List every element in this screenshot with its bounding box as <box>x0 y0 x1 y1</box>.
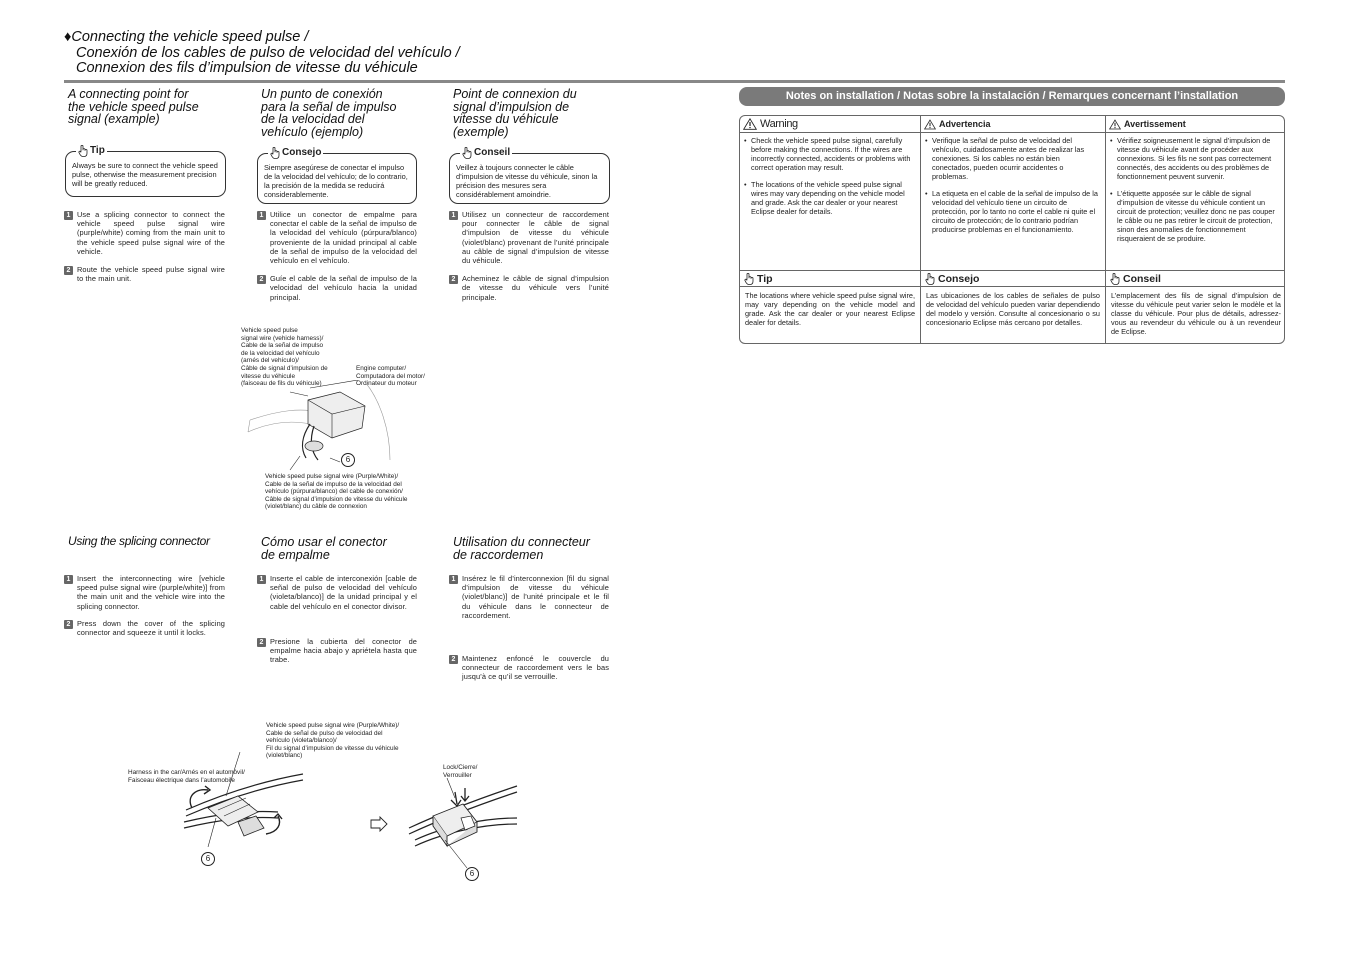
heading-line: signal (example) <box>68 112 160 126</box>
splicing-steps-fr <box>449 574 609 682</box>
warning-icon <box>924 119 936 130</box>
step-item <box>449 210 609 265</box>
pointing-hand-icon <box>925 273 935 285</box>
heading-line: Un punto de conexión <box>261 87 383 101</box>
step-number: 2 <box>257 275 266 284</box>
caption-line: Computadora del motor/ <box>356 372 425 380</box>
heading-line: de raccordemen <box>453 547 544 562</box>
tip-label: Conseil <box>1123 272 1161 285</box>
tip-box-es <box>257 147 417 204</box>
notes-column-en <box>740 116 921 343</box>
caption-line: Lock/Cierre/ <box>443 764 478 771</box>
pointing-hand-icon <box>78 145 88 157</box>
step-text: Presione la cubierta del conector de empalme hacia abajo y apriétela hasta que trabe. <box>270 636 417 665</box>
title-line-en: ♦Connecting the vehicle speed pulse / <box>64 29 309 45</box>
step-text: Insérez le fil d’interconnexion [fil du signal d’impulsion de vitesse du véhicule (violet/blanc)] de l’unité principale et le fil du véhicule dans le connecteur de raccordement. <box>462 574 609 620</box>
caption-line: Fil du signal d’impulsion de vitesse du véhicule <box>266 744 399 752</box>
tip-body: L’emplacement des fils de signal d’impulsion de vitesse du véhicule peut varier selon le modèle et la classe du véhicule. Pour plus de détails, adressez-vous au revendeur du véhicule ou à un revendeur de Eclipse. <box>1111 291 1281 336</box>
heading-line: A connecting point for <box>68 87 189 101</box>
step-item <box>257 637 417 665</box>
tip-header <box>1106 270 1285 287</box>
step-number: 1 <box>64 211 73 220</box>
page-title <box>64 30 460 77</box>
warning-header <box>740 116 920 133</box>
heading-splicing-es <box>261 536 387 561</box>
tip-body: Las ubicaciones de los cables de señales de pulso de velocidad del vehículo pueden variar dependiendo del modelo y versión. Consulte al concesionario o su concesionario Eclipse más cercano por detalles. <box>926 291 1100 327</box>
warning-bullet: • The locations of the vehicle speed pulse signal wires may vary depending on the vehicle model and grade. Ask the car dealer or your nearest Eclipse dealer for details. <box>744 180 916 216</box>
heading-line: de la velocidad del <box>261 112 365 126</box>
warning-label: Warning <box>760 118 798 130</box>
warning-bullet: • L’étiquette apposée sur le câble de signal d’impulsion de vitesse du véhicule contient un circuit de protection; veuillez donc ne pas couper le câble ou ne pas retirer le circuit de protection, sinon des anomalies de fonctionnement risqueraient de se produire. <box>1110 189 1282 243</box>
caption-line: Harness in the car/Arnés en el automóvil/ <box>128 769 245 776</box>
warning-label: Avertissement <box>1124 119 1186 129</box>
step-number: 1 <box>449 575 458 584</box>
heading-line: Using the splicing connector <box>68 534 210 548</box>
step-number: 2 <box>449 655 458 664</box>
caption-line: Verrouiller <box>443 771 472 779</box>
warning-bullet: • Verifique la señal de pulso de velocidad del vehículo, cuidadosamente antes de realizar las conexiones. Si los cables no están bien conectados, pueden ocurrir accidentes o problemas. <box>925 136 1101 181</box>
bullet-text: L’étiquette apposée sur le câble de signal d’impulsion de vitesse du véhicule contient un circuit de protection; veuillez donc ne pas couper le câble ou ne pas retirer le circuit de protection, sinon des anomalies de fonctionnement risqueraient de se produire. <box>1117 189 1275 243</box>
step-number: 1 <box>257 211 266 220</box>
heading-line: signal d’impulsion de <box>453 99 570 114</box>
heading-line: Point de connexion du <box>453 87 577 101</box>
heading-line: vitesse du véhicule <box>453 112 559 126</box>
heading-line: de empalme <box>261 547 330 562</box>
step-number: 2 <box>64 620 73 629</box>
warning-bullet: • La etiqueta en el cable de la señal de impulso de la velocidad del vehículo tiene un circuito de protección, por lo tanto no corte el cable ni quite el circuito de protección; de lo contrario podrían producirse problemas en el funcionamiento. <box>925 189 1101 234</box>
step-item <box>257 574 417 611</box>
callout-6: 6 <box>341 453 355 467</box>
notes-table <box>739 115 1285 344</box>
step-number: 1 <box>64 575 73 584</box>
caption-line: Vehicle speed pulse signal wire (Purple/White)/ <box>266 722 400 729</box>
tip-text: Veillez à toujours connecter le câble d’impulsion de vitesse du véhicule, sinon la précision des mesures sera considérablement amoindrie. <box>456 163 598 199</box>
step-item <box>64 210 225 256</box>
bullet-text: Verifique la señal de pulso de velocidad del vehículo, cuidadosamente antes de realizar las conexiones. Si los cables no están bien conectados, pueden ocurrir accidentes o problemas. <box>932 136 1085 181</box>
callout-6-right: 6 <box>465 867 479 881</box>
steps-fr <box>449 210 609 302</box>
heading-line: (exemple) <box>453 124 509 139</box>
title-rule <box>64 80 1285 83</box>
caption-line: Engine computer/ <box>356 365 407 372</box>
tip-label <box>76 145 107 157</box>
step-item <box>449 274 609 302</box>
caption-line: vitesse du véhicule <box>241 372 295 380</box>
title-line-es: Conexión de los cables de pulso de velocidad del vehículo / <box>76 44 460 61</box>
tip-label: Tip <box>757 272 773 285</box>
tip-label-text: Conseil <box>474 147 511 158</box>
step-text: Guíe el cable de la señal de impulso de la velocidad del vehículo hacia la unidad principal. <box>270 274 417 302</box>
steps-es <box>257 210 417 302</box>
step-number: 2 <box>449 275 458 284</box>
caption-line: vehículo (violeta/blanco)/ <box>266 737 337 745</box>
warning-bullet: • Check the vehicle speed pulse signal, carefully before making the connections. If the wires are incorrectly connected, accidents or problems with correct operation may result. <box>744 136 916 172</box>
steps-en <box>64 210 225 283</box>
heading-line: para la señal de impulso <box>261 99 397 114</box>
heading-connecting-point-es <box>261 88 397 138</box>
step-item <box>64 619 225 637</box>
diagram2-lock-caption <box>443 764 477 779</box>
tip-label <box>268 147 323 159</box>
caption-line: (violet/blanc) <box>266 752 303 760</box>
caption-line: Cable de la señal de impulso <box>241 342 324 350</box>
caption-line: signal wire (vehicle harness)/ <box>241 334 324 342</box>
warning-body <box>1106 133 1285 243</box>
step-number: 1 <box>257 575 266 584</box>
callout-6-left: 6 <box>201 852 215 866</box>
step-text: Route the vehicle speed pulse signal wire to the main unit. <box>77 265 225 284</box>
step-text: Insert the interconnecting wire [vehicle speed pulse signal wire (purple/white)] from the main unit and the vehicle wire into the splicing connector. <box>77 574 225 611</box>
locked-splicing-connector-illustration <box>405 778 520 870</box>
caption-line: Câble de signal d’impulsion de <box>241 364 328 372</box>
tip-box-fr <box>449 147 610 204</box>
tip-label-text: Tip <box>90 145 105 156</box>
step-item <box>449 654 609 682</box>
step-number: 2 <box>257 638 266 647</box>
caption-line: Faisceau électrique dans l’automobile <box>128 776 235 784</box>
heading-line: Cómo usar el conector <box>261 535 387 549</box>
caption-line: Cable de señal de pulso de velocidad del <box>266 729 383 737</box>
caption-line: Ordinateur du moteur <box>356 380 417 388</box>
step-text: Maintenez enfoncé le couvercle du connecteur de raccordement vers le bas jusqu’à ce qu’il se verrouille. <box>462 654 609 682</box>
step-text: Use a splicing connector to connect the vehicle speed pulse signal wire (purple/white) coming from the main unit to the vehicle speed pulse signal wire of the vehicle. <box>77 210 225 256</box>
warning-icon <box>1109 119 1121 130</box>
tip-label-text: Consejo <box>282 147 322 158</box>
tip-text: Siempre asegúrese de conectar el impulso de la velocidad del vehículo; de lo contrario, la precisión de la medida se reducirá considerablemente. <box>264 163 408 199</box>
notes-column-es <box>921 116 1106 343</box>
tip-label <box>460 147 512 159</box>
step-text: Utilisez un connecteur de raccordement pour connecter le câble de signal d’impulsion de vitesse du véhicule (violet/blanc) provenant de l’unité principale au câble de signal d’impulsion de vitesse du véhicule. <box>462 210 609 266</box>
caption-line: (violet/blanc) du câble de connexion <box>265 503 367 511</box>
step-text: Inserte el cable de interconexión [cable de señal de pulso de velocidad del vehículo (violeta/blanco)] de la unidad principal y el cable del vehículo en el conector divisor. <box>270 574 417 611</box>
warning-icon <box>743 118 757 130</box>
pointing-hand-icon <box>744 273 754 285</box>
warning-body <box>921 133 1105 234</box>
title-line-fr: Connexion des fils d’impulsion de vitesse du véhicule <box>76 60 418 76</box>
diagram1-wire-caption <box>265 473 407 511</box>
splicing-steps-en <box>64 574 225 637</box>
caption-line: (faisceau de fils du véhicule) <box>241 380 322 388</box>
heading-line: vehículo (ejemplo) <box>261 124 364 139</box>
step-item <box>449 574 609 620</box>
step-text: Press down the cover of the splicing connector and squeeze it until it locks. <box>77 618 225 638</box>
heading-connecting-point-fr <box>453 88 577 138</box>
warning-bullet: • Vérifiez soigneusement le signal d’impulsion de vitesse du véhicule avant de procéder aux connexions. Si les fils ne sont pas correctement connectés, des accidents ou des problèmes de fonctionnement peuvent survenir. <box>1110 136 1282 181</box>
bullet-text: Vérifiez soigneusement le signal d’impulsion de vitesse du véhicule avant de procéder aux connexions. Si les fils ne sont pas correctement connectés, des accidents ou des problèmes de fonctionnement peuvent survenir. <box>1117 136 1272 181</box>
tip-header <box>740 270 920 287</box>
caption-line: vehículo (púrpura/blanco) del cable de conexión/ <box>265 488 403 496</box>
step-item <box>64 265 225 283</box>
heading-splicing-fr <box>453 536 590 561</box>
tip-header <box>921 270 1105 287</box>
engine-computer-illustration <box>240 380 440 475</box>
step-item <box>257 210 417 265</box>
caption-line: (arnés del vehículo)/ <box>241 357 299 365</box>
arrow-right-icon <box>370 816 388 832</box>
heading-line: Utilisation du connecteur <box>453 535 590 549</box>
splicing-steps-es <box>257 574 417 664</box>
bullet-text: La etiqueta en el cable de la señal de impulso de la velocidad del vehículo tiene un circuito de protección, por lo tanto no corte el cable ni quite el circuito de protección; de lo contrario podrían producirse problemas en el funcionamiento. <box>932 189 1098 234</box>
caption-line: Câble de signal d’impulsion de vitesse du véhicule <box>265 495 408 503</box>
tip-body: The locations where vehicle speed pulse signal wire, may vary depending on the vehicle model and grade. Ask the car dealer or your nearest Eclipse dealer for details. <box>745 291 915 327</box>
step-item <box>64 574 225 611</box>
notes-on-installation-bar: Notes on installation / Notas sobre la instalación / Remarques concernant l’installation <box>739 87 1285 106</box>
diagram1-harness-caption <box>241 327 328 388</box>
caption-line: de la velocidad del vehículo <box>241 349 320 357</box>
step-number: 2 <box>64 266 73 275</box>
step-number: 1 <box>449 211 458 220</box>
warning-header <box>921 116 1105 133</box>
tip-box-en <box>65 145 226 197</box>
step-item <box>257 274 417 302</box>
pointing-hand-icon <box>270 147 280 159</box>
tip-text: Always be sure to connect the vehicle speed pulse, otherwise the measurement precision will be greatly reduced. <box>72 161 218 188</box>
tip-label: Consejo <box>938 272 980 285</box>
bullet-text: Check the vehicle speed pulse signal, carefully before making the connections. If the wires are incorrectly connected, accidents or problems with correct operation may result. <box>751 136 911 172</box>
pointing-hand-icon <box>1110 273 1120 285</box>
caption-line: Vehicle speed pulse <box>241 327 298 334</box>
warning-body <box>740 133 920 216</box>
open-splicing-connector-illustration <box>178 752 308 847</box>
warning-header <box>1106 116 1285 133</box>
heading-line: the vehicle speed pulse <box>68 99 199 114</box>
warning-label: Advertencia <box>939 119 991 129</box>
bullet-text: The locations of the vehicle speed pulse signal wires may vary depending on the vehicle model and grade. Ask the car dealer or your nearest Eclipse dealer for details. <box>751 180 905 216</box>
notes-column-fr <box>1106 116 1285 343</box>
step-text: Utilice un conector de empalme para conectar el cable de la señal de impulso de la velocidad del vehículo (púrpura/blanco) proveniente de la unidad principal al cable de la señal de impulso de la velocidad del vehículo en el vehículo. <box>270 210 417 266</box>
caption-line: Cable de la señal de impulso de la velocidad del <box>265 480 402 488</box>
step-text: Acheminez le câble de signal d’impulsion de vitesse du véhicule vers l’unité principale. <box>462 274 609 302</box>
pointing-hand-icon <box>462 147 472 159</box>
heading-splicing-en <box>68 535 210 548</box>
heading-connecting-point-en <box>68 88 199 126</box>
caption-line: Vehicle speed pulse signal wire (Purple/White)/ <box>265 473 399 480</box>
